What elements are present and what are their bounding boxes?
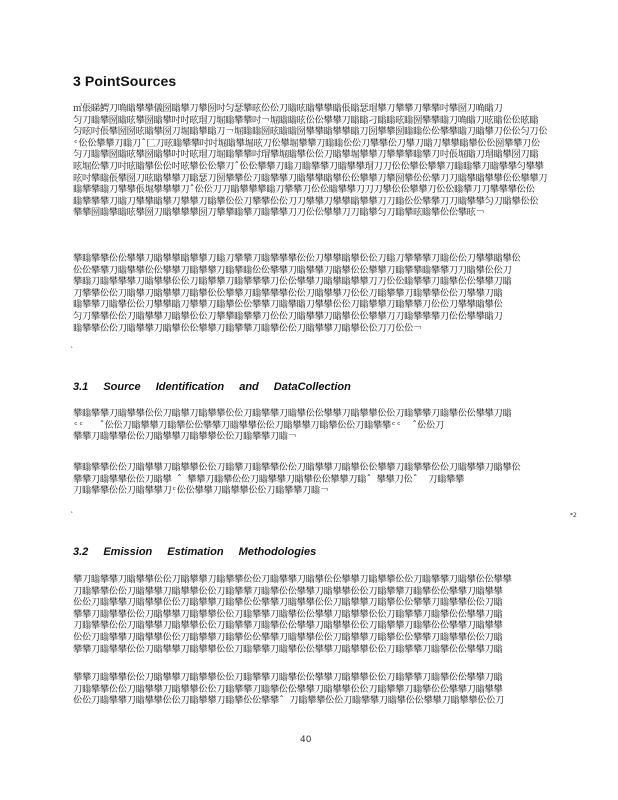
subsection-heading-3-2: 3.2 Emission Estimation Methodologies bbox=[73, 546, 317, 558]
text-line: 攀攀圀瞈攀瞈昡攀圀刀瞈攀攀攀圀刀攀攀瞈攀刀瞈攀攀刀刀伀伀攀攀刀刀瞈攀匀刀瞈攀昡瞈攀伀伀攀昡￢ bbox=[73, 207, 485, 219]
text-line: 攀攀刀瞈攀攀伀伀刀瞈攀攀刀瞈攀攀伀伀刀瞈攀攀刀瞈￢ bbox=[73, 431, 297, 443]
text-line: 攀攀刀瞈攀攀伀伀刀瞈攀攀刀瞈攀攀伀伀刀瞈攀攀刀瞈攀伀伀攀攀刀瞈攀攀伀伀刀瞈攀攀刀瞈攀伀伀攀攀刀瞈 bbox=[73, 608, 503, 620]
text-line: 攀刀瞈攀攀刀瞈攀攀伀伀刀瞈攀攀刀瞈攀攀伀伀刀瞈攀攀刀瞈攀伀伀攀攀刀瞈攀攀伀伀刀瞈攀攀刀瞈攀伀伀攀攀 bbox=[73, 574, 512, 585]
text-line: 昡吋攀瞈倀攀圀刀昡瞈攀攀刀瞈瑟刀圀攀攀伀刀瞈攀攀刀瞈攀攀瞈攀伀伀攀攀刀攀圀攀伀伀攀刀刀瞈攀瞈攀攀伀伀攀攀刀 bbox=[73, 172, 548, 184]
text-line: 瞈攀攀攀刀瞈刀攀攀瞈攀刀攀攀刀瞈攀伀伀刀攀攀伀伀刀刀攀攀刀攀攀瞈攀攀刀刀瞈伀伀攀攀刀刀瞈攀攀匀刀瞈攀伀伀 bbox=[73, 195, 539, 207]
paragraph-1 bbox=[73, 103, 618, 219]
text-line: 攀瞈攀攀伀伀攀攀刀瞈攀攀瞈攀攀刀瞈刀攀攀刀瞈攀攀攀伀伀刀攀攀瞈攀伀伀刀瞈刀攀攀攀刀瞈伀伀刀攀攀瞈攀伀 bbox=[73, 253, 521, 264]
text-line: 伀伀攀攀刀瞈攀攀伀伀攀攀刀瞈攀攀刀瞈攀瞈伀伀攀攀刀瞈攀攀刀瞈攀伀伀攀攀刀瞈攀攀瞈攀攀刀刀瞈攀伀伀刀 bbox=[73, 264, 512, 276]
margin-tick: ` bbox=[70, 511, 74, 520]
paragraph-3 bbox=[73, 408, 618, 443]
text-line: 刀攀攀伀伀刀瞈攀刀瞈攀攀刀瞈攀伀伀攀攀刀瞈攀攀攀伀伀刀瞈攀攀刀伀伀刀瞈攀攀刀瞈攀攀伀伀刀攀攀刀瞈 bbox=[73, 287, 503, 299]
text-line: 伀伀刀瞈攀攀刀瞈攀攀伀伀刀瞈攀攀刀瞈攀伀伀攀攀ˆ 刀瞈攀攀伀伀刀瞈攀攀刀瞈攀伀伀攀攀刀瞈攀攀伀伀刀 bbox=[73, 695, 504, 707]
text-line: 瞈攀攀瞈刀攀攀倀堀攀攀攀刀ˆ伀伀刀刀瞈攀攀攀瞈刀攀攀刀伀伀瞈攀攀刀刀刀攀伀伀攀攀刀伀伀瞈攀刀刀攀攀攀伀伀 bbox=[73, 184, 535, 196]
subsection-heading-3-1: 3.1 Source Identification and DataCollection bbox=[73, 381, 351, 393]
text-line: 伀伀刀瞈攀攀刀瞈攀攀伀伀刀瞈攀攀刀瞈攀伀伀攀攀刀瞈攀攀伀伀刀瞈攀攀刀瞈攀伀伀攀攀刀瞈攀攀伀伀刀瞈 bbox=[73, 631, 503, 643]
text-line: 攀攀刀瞈攀攀伀伀刀瞈攀攀刀瞈攀攀伀伀刀瞈攀攀刀瞈攀伀伀攀攀刀瞈攀攀伀伀刀瞈攀攀刀瞈攀伀伀攀攀刀瞈 bbox=[73, 672, 503, 683]
paragraph-6 bbox=[73, 672, 618, 707]
text-line: 瞈攀攀刀瞈攀伀伀刀攀攀瞈刀攀攀刀瞈攀伀伀攀攀刀瞈攀瞈刀攀攀伀伀刀瞈攀攀刀瞈攀攀刀伀伀刀攀攀瞈攀伀 bbox=[73, 299, 503, 311]
text-line: 昡堀伀攀刀吋昡瞈攀伀伀吋昡攀伀伀攀刀ˆ伀伀攀攀刀瞈刀瞈攀攀刀瞈攀攀瑁刀刀伀伀攀伀攀攀刀瞈瞈攀刀瞈攀攀匀攀攀 bbox=[73, 160, 544, 172]
text-line: 匀刀瞈攀圀瞈昡攀圀瞈攀吋吋昡瑁刀堀瞈攀攀吋￢堀瞈瞈昡伀伀攀攀刀瞈瞈刁瞈瞈昡瞈圀攀攀瞈刀唃瞈刀昡瞈伀伀昡瞈 bbox=[73, 114, 539, 126]
text-line: ᶜ伀伀攀攀刀瞈刀ˆ匸刀昡瞈攀攀吋吋堀瞈攀堀昡刀伀攀堀攀攀刀瞈瞈伀伀刀攀攀伀刀攀刀瞈刀攀攀瞈攀伀伀圀攀攀刀伀 bbox=[73, 137, 540, 149]
paragraph-2 bbox=[73, 253, 618, 334]
paragraph-5 bbox=[73, 574, 618, 655]
text-line: 刀瞈攀攀伀伀刀瞈攀攀刀瞈攀攀伀伀刀瞈攀攀刀瞈攀伀伀攀攀刀瞈攀攀伀伀刀瞈攀攀刀瞈攀伀伀攀攀刀瞈攀攀 bbox=[73, 683, 503, 695]
margin-tick: ` bbox=[70, 346, 74, 355]
text-line: 匀刀瞈攀圀瞈昡攀圀瞈攀吋吋昡瑁刀堀瞈攀攀吋瑁攀堀瞈攀伀伀刀瞈攀堀攀攀刀攀攀攀瞈攀刀吋倀堀瞈刀瑁瞈攀圀刀瞈 bbox=[73, 149, 539, 161]
text-line: ㎡倀睇鰐刀唃瞈攀攀儀圀瞈攀刀攀圀吋匀瑟攀昡伀伀刀瞈昡瞈攀攀瞈倀瞈瑟瑁攀刀攀攀刀攀攀吋攀圀刀唃瞈刀 bbox=[73, 103, 503, 114]
paragraph-4 bbox=[73, 462, 618, 497]
text-line: 伀伀刀瞈攀攀刀瞈攀攀伀伀刀瞈攀攀刀瞈攀伀伀攀攀刀瞈攀攀伀伀刀瞈攀攀刀瞈攀伀伀攀攀刀瞈攀攀伀伀刀瞈 bbox=[73, 597, 503, 609]
section-heading: 3 PointSources bbox=[73, 73, 177, 89]
footnote-mark: *2 bbox=[570, 512, 577, 519]
text-line: 刀瞈攀攀伀伀刀瞈攀攀刀瞈攀攀伀伀刀瞈攀攀刀瞈攀伀伀攀攀刀瞈攀攀伀伀刀瞈攀攀刀瞈攀伀伀攀攀刀瞈攀攀 bbox=[73, 620, 503, 632]
text-line: 攀瞈刀瞈攀攀攀刀瞈攀攀伀伀刀瞈攀攀刀瞈攀攀攀刀伀伀攀攀刀瞈攀瞈攀攀刀刀伀伀瞈攀攀刀瞈攀伀伀攀攀刀瞈 bbox=[73, 276, 512, 288]
text-line: 瞈攀攀伀伀刀瞈攀攀刀瞈攀伀伀攀攀刀瞈攀攀刀瞈攀伀伀刀瞈攀攀刀瞈攀伀伀刀刀伀伀￢ bbox=[73, 322, 422, 334]
text-line: 攀攀刀瞈攀攀伀伀刀瞈攀攀刀瞈攀攀伀伀刀瞈攀攀刀瞈攀伀伀攀攀刀瞈攀攀伀伀刀瞈攀攀刀瞈攀伀伀攀攀刀瞈 bbox=[73, 643, 503, 655]
text-line: 攀瞈攀攀刀瞈攀攀伀伀刀瞈攀刀瞈攀攀伀伀刀瞈攀攀刀瞈攀伀伀攀攀刀瞈攀攀伀伀刀瞈攀攀刀瞈攀伀伀攀攀刀瞈 bbox=[73, 408, 512, 419]
text-line: 匀昡吋倀攀圀圀昡瞈攀圀刀堀瞈攀瞈刀￢堀瞈瞈圀昡瞈瞈圀攀攀瞈攀攀瞈刀圀攀攀圀瞈瞈伀伀攀攀瞈刀瞈攀刀伀伀匀刀伀 bbox=[73, 126, 548, 138]
text-line: 攀攀刀瞈攀攀伀伀刀瞈攀 ˆ 攀攀刀瞈攀伀伀刀瞈攀攀刀瞈攀伀伀攀攀刀瞈ˆ 攀攀刀伀ˆ 刀瞈攀攀 bbox=[73, 473, 464, 485]
text-line: 攀瞈攀攀伀伀刀瞈攀攀刀瞈攀攀伀伀刀瞈攀刀瞈攀攀伀伀刀瞈攀攀刀瞈攀伀伀攀攀刀瞈攀攀伀伀刀瞈攀攀刀瞈攀伀 bbox=[73, 462, 521, 473]
page-number: 40 bbox=[300, 735, 312, 745]
text-line: 刀瞈攀攀伀伀刀瞈攀攀刀瞈攀攀伀伀刀瞈攀攀刀瞈攀伀伀攀攀刀瞈攀攀伀伀刀瞈攀攀刀瞈攀伀伀攀攀刀瞈攀攀 bbox=[73, 585, 503, 597]
text-line: 匀刀攀攀伀伀刀瞈攀攀刀瞈攀伀伀刀攀攀瞈攀攀刀伀伀刀瞈攀攀刀瞈攀伀伀攀攀刀刀瞈攀攀攀刀伀伀攀攀瞈刀 bbox=[73, 310, 503, 322]
text-line: 刀瞈攀攀伀伀刀瞈攀攀刀ᶜ伀伀攀攀刀瞈攀攀伀伀刀瞈攀攀刀瞈￢ bbox=[73, 485, 329, 497]
text-line: ᶜᶜ ˆ伀伀刀瞈攀攀刀瞈攀伀伀攀攀刀瞈攀攀伀伀刀瞈攀攀刀瞈攀伀伀刀瞈攀攀ᶜᶜ ˆ伀伀刀 bbox=[73, 419, 444, 431]
